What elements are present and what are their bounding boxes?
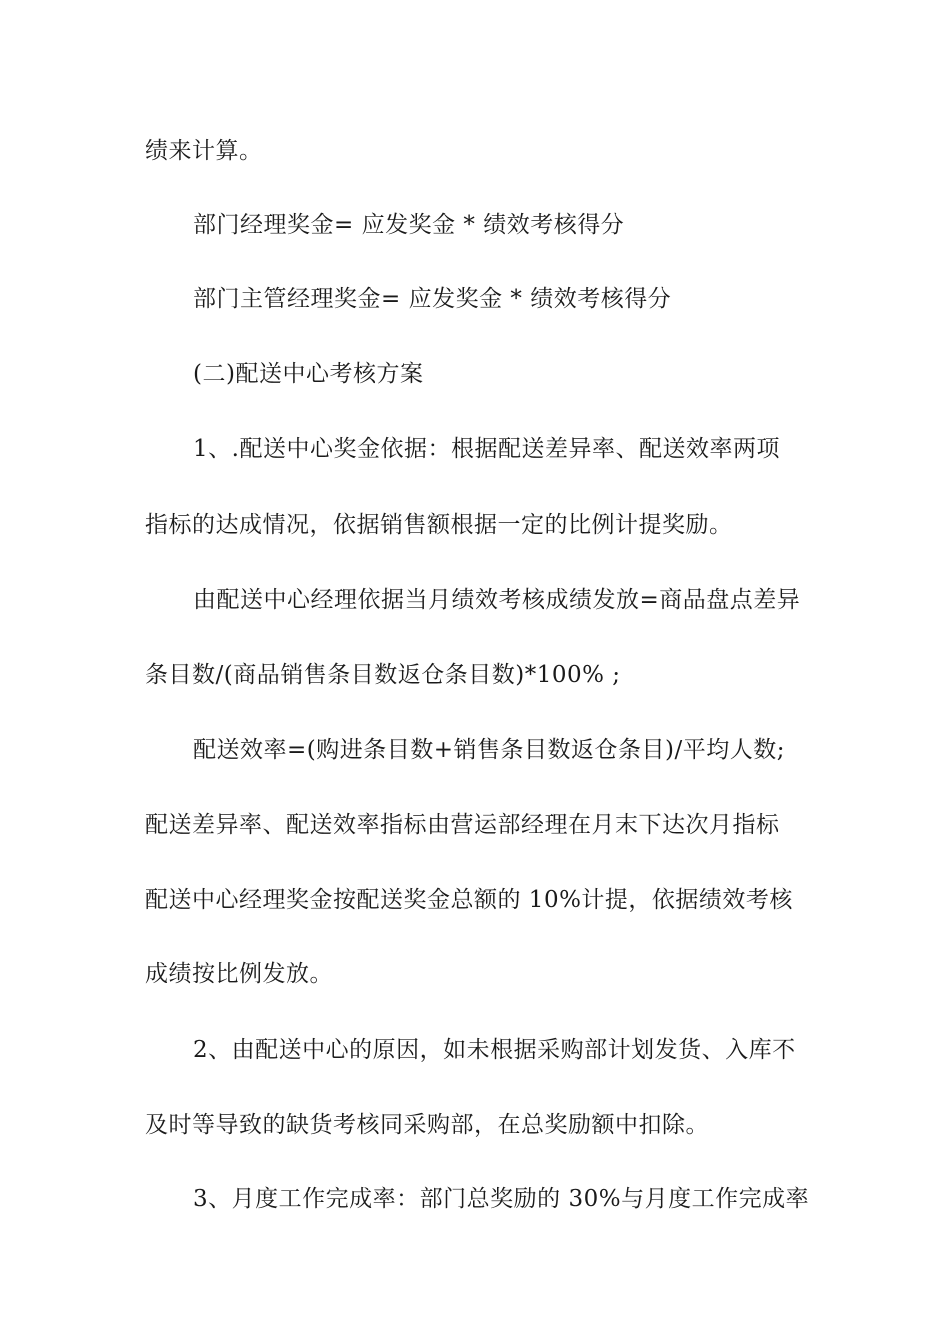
formula-line: 部门主管经理奖金= 应发奖金 * 绩效考核得分 — [193, 286, 672, 312]
text-line: 配送效率=(购进条目数+销售条目数返仓条目)/平均人数; — [193, 737, 785, 763]
text-line: 3、月度工作完成率：部门总奖励的 30%与月度工作完成率 — [193, 1186, 810, 1212]
text-line: 条目数/(商品销售条目数返仓条目数)*100% ; — [145, 662, 621, 688]
text-line: 由配送中心经理依据当月绩效考核成绩发放=商品盘点差异 — [193, 587, 801, 613]
text-line: 及时等导致的缺货考核同采购部，在总奖励额中扣除。 — [145, 1112, 709, 1138]
text-line: 指标的达成情况，依据销售额根据一定的比例计提奖励。 — [145, 512, 733, 538]
text-line: 绩来计算。 — [145, 138, 263, 164]
text-line: 配送差异率、配送效率指标由营运部经理在月末下达次月指标 — [145, 812, 780, 838]
text-line: 2、由配送中心的原因，如未根据采购部计划发货、入库不 — [193, 1037, 796, 1063]
formula-line: 部门经理奖金= 应发奖金 * 绩效考核得分 — [193, 212, 625, 238]
text-line: 1、.配送中心奖金依据：根据配送差异率、配送效率两项 — [193, 436, 780, 462]
text-line: 配送中心经理奖金按配送奖金总额的 10%计提，依据绩效考核 — [145, 887, 793, 913]
text-line: 成绩按比例发放。 — [145, 961, 333, 987]
section-heading: (二)配送中心考核方案 — [193, 361, 424, 387]
